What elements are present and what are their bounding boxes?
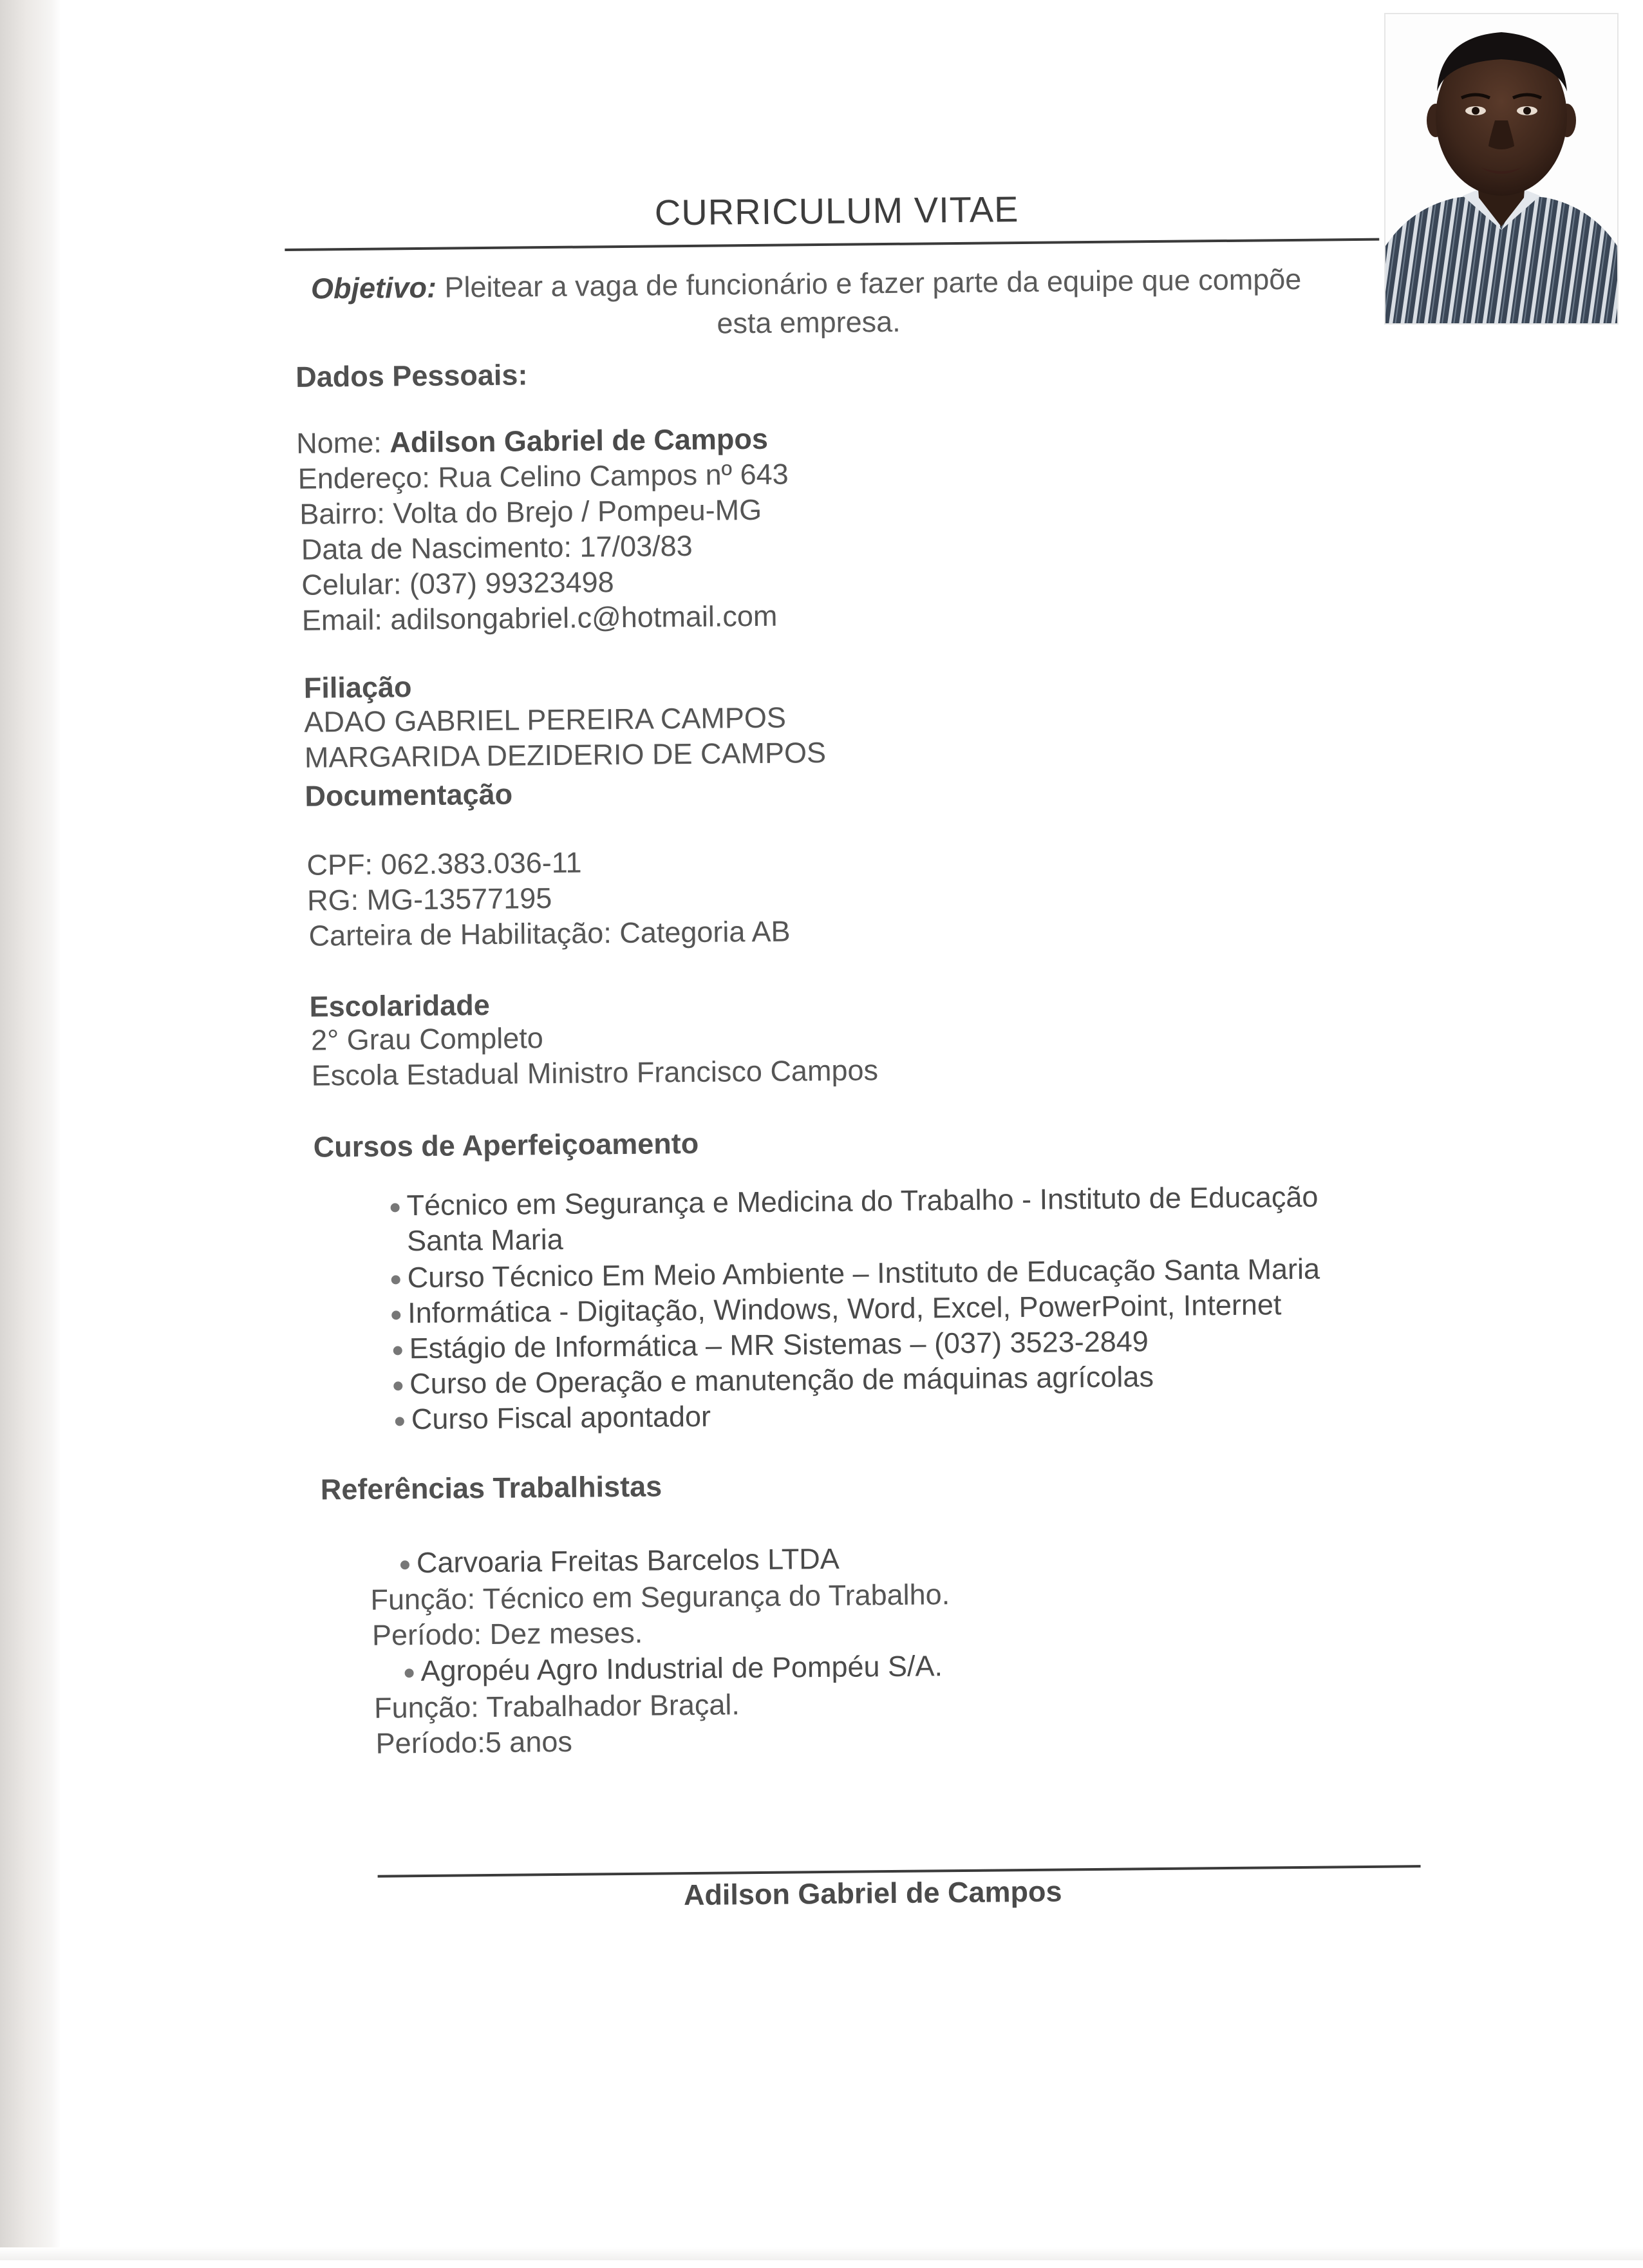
job-company: Carvoaria Freitas Barcelos LTDA <box>416 1542 840 1580</box>
job-role: Função: Trabalhador Braçal. <box>373 1688 740 1725</box>
objective-text: Pleitear a vaga de funcionário e fazer parte da equipe que compõe <box>444 262 1302 304</box>
mother-line: MARGARIDA DEZIDERIO DE CAMPOS <box>304 735 827 774</box>
bullet-icon <box>393 1346 402 1355</box>
cpf-line: CPF: 062.383.036-11 <box>306 846 582 882</box>
birth-line: Data de Nascimento: 17/03/83 <box>301 529 693 566</box>
references-heading: Referências Trabalhistas <box>320 1469 662 1506</box>
filiation-heading: Filiação <box>303 670 412 704</box>
education-level: 2° Grau Completo <box>310 1021 544 1057</box>
personal-heading: Dados Pessoais: <box>296 358 528 393</box>
documents-heading: Documentação <box>305 777 513 813</box>
bullet-icon <box>391 1203 400 1212</box>
objective-label: Objetivo: <box>310 270 437 305</box>
bullet-icon <box>400 1560 409 1569</box>
bullet-icon <box>395 1417 404 1426</box>
email-line: Email: adilsongabriel.c@hotmail.com <box>301 599 778 637</box>
portrait-photo-icon <box>1384 13 1619 325</box>
name-line <box>296 422 768 460</box>
list-item: Estágio de Informática – MR Sistemas – (037) 3523-2849 <box>409 1325 1149 1365</box>
list-item: Informática - Digitação, Windows, Word, Excel, PowerPoint, Internet <box>408 1288 1282 1330</box>
signature-line <box>378 1865 1421 1878</box>
list-item: Curso Técnico Em Meio Ambiente – Instituto de Educação Santa Maria <box>407 1252 1320 1295</box>
list-item: Curso Fiscal apontador <box>411 1400 711 1436</box>
education-school: Escola Estadual Ministro Francisco Campos <box>311 1054 879 1092</box>
bullet-icon <box>391 1310 400 1319</box>
education-heading: Escolaridade <box>309 988 491 1023</box>
rg-line: RG: MG-13577195 <box>306 882 552 917</box>
phone-line: Celular: (037) 99323498 <box>301 565 614 601</box>
scan-bottom-edge <box>0 2247 1643 2260</box>
license-line: Carteira de Habilitação: Categoria AB <box>308 914 791 952</box>
neighborhood-line: Bairro: Volta do Brejo / Pompeu-MG <box>299 493 762 531</box>
signature-name: Adilson Gabriel de Campos <box>683 1875 1062 1912</box>
job-period: Período:5 anos <box>375 1725 573 1760</box>
job-company: Agropéu Agro Industrial de Pompéu S/A. <box>420 1649 943 1688</box>
list-item-cont: Santa Maria <box>406 1222 564 1258</box>
job-period: Período: Dez meses. <box>371 1616 643 1652</box>
job-role: Função: Técnico em Segurança do Trabalho. <box>370 1578 950 1616</box>
name-label: Nome: <box>296 426 382 460</box>
title-rule <box>285 238 1379 251</box>
bullet-icon <box>405 1668 414 1677</box>
name-value: Adilson Gabriel de Campos <box>390 422 769 459</box>
address-line: Endereço: Rua Celino Campos nº 643 <box>297 457 789 495</box>
bullet-icon <box>391 1275 400 1284</box>
list-item: Técnico em Segurança e Medicina do Trabalho - Instituto de Educação <box>406 1180 1318 1223</box>
objective <box>311 263 1302 306</box>
father-line: ADAO GABRIEL PEREIRA CAMPOS <box>304 701 787 739</box>
courses-heading: Cursos de Aperfeiçoamento <box>313 1126 699 1164</box>
bullet-icon <box>393 1381 402 1390</box>
objective-text-cont: esta empresa. <box>717 305 901 340</box>
list-item: Curso de Operação e manutenção de máquinas agrícolas <box>409 1360 1154 1401</box>
page-title: CURRICULUM VITAE <box>654 189 1019 233</box>
